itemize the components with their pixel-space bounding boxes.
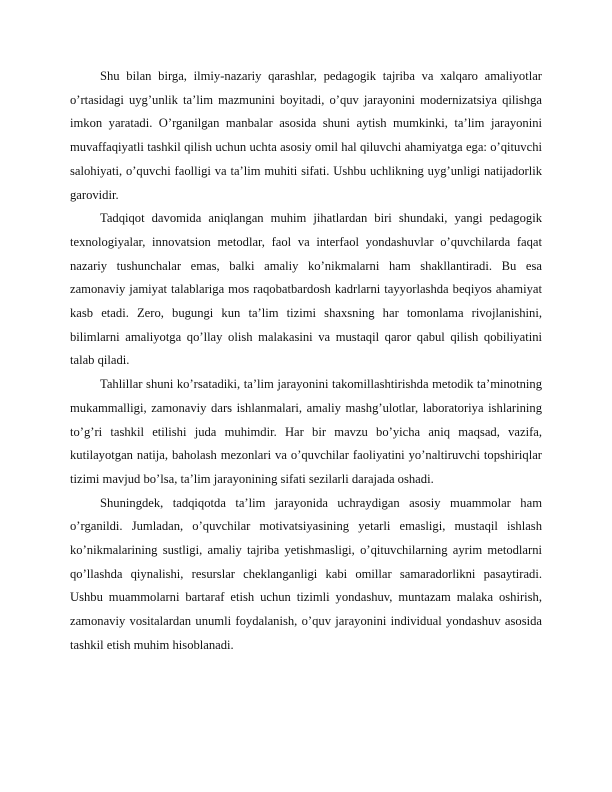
paragraph: Shu bilan birga, ilmiy-nazariy qarashlar, pedagogik tajriba va xalqaro amaliyotlar o’rtasidagi uyg’unlik ta’lim mazmunini boyitadi, o’quv jarayonini modernizatsiya qilishga imkon yaratadi. O’rganilgan manbalar asosida shuni aytish mumkinki, ta’lim jarayonini muvaffaqiyatli tashkil qilish uchun uchta asosiy omil hal qiluvchi ahamiyatga ega: o’qituvchi salohiyati, o’quvchi faolligi va ta’lim muhiti sifati. Ushbu uchlikning uyg’unligi natijadorlik garovidir.	[70, 69, 542, 202]
paragraph: Shuningdek, tadqiqotda ta’lim jarayonida uchraydigan asosiy muammolar ham o’rganildi. Jumladan, o’quvchilar motivatsiyasining yetarli emasligi, mustaqil ishlash ko’nikmalarining sustligi, amaliy tajriba yetishmasligi, o’qituvchilarning ayrim metodlarni qo’llashda qiynalishi, resurslar cheklanganligi kabi omillar samaradorlikni pasaytiradi. Ushbu muammolarni bartaraf etish uchun tizimli yondashuv, muntazam malaka oshirish, zamonaviy vositalardan unumli foydalanish, o’quv jarayonini individual yondashuv asosida tashkil etish muhim hisoblanadi.	[70, 495, 542, 652]
paragraph: Tadqiqot davomida aniqlangan muhim jihatlardan biri shundaki, yangi pedagogik texnologiyalar, innovatsion metodlar, faol va interfaol yondashuvlar o’quvchilarda faqat nazariy tushunchalar emas, balki amaliy ko’nikmalarni ham shakllantiradi. Bu esa zamonaviy jamiyat talablariga mos raqobatbardosh kadrlarni tayyorlashda beqiyos ahamiyat kasb etadi. Zero, bugungi kun ta’lim tizimi shaxsning har tomonlama rivojlanishini, bilimlarni amaliyotga qo’llay olish malakasini va mustaqil qaror qabul qilish qobiliyatini talab qiladi.	[70, 211, 542, 368]
paragraph: Tahlillar shuni ko’rsatadiki, ta’lim jarayonini takomillashtirishda metodik ta’minotning mukammalligi, zamonaviy dars ishlanmalari, amaliy mashg’ulotlar, laboratoriya ishlarining to’g’ri tashkil etilishi juda muhimdir. Har bir mavzu bo’yicha aniq maqsad, vazifa, kutilayotgan natija, baholash mezonlari va o’quvchilar faoliyatini yo’naltiruvchi topshiriqlar tizimi mavjud bo’lsa, ta’lim jarayonining sifati sezilarli darajada oshadi.	[70, 377, 542, 486]
document-body	[70, 65, 542, 658]
